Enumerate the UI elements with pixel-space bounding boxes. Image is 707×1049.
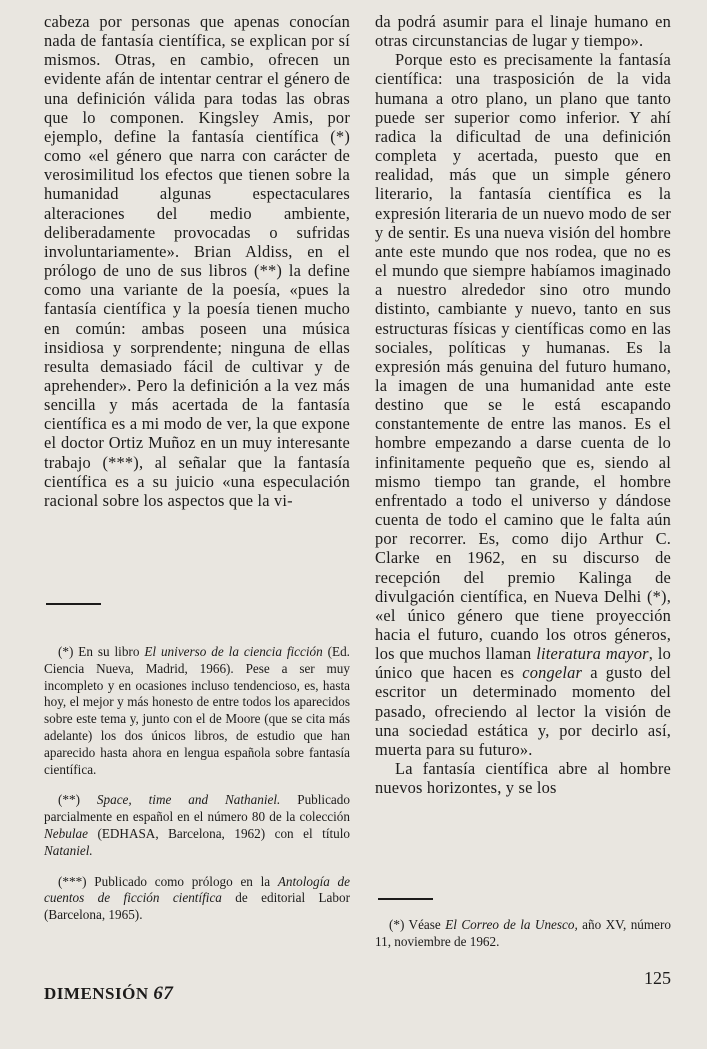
body-paragraph: da podrá asumir para el linaje humano en otras circunstancias de lugar y tiempo». xyxy=(375,12,671,51)
footnote-3: (***) Publicado como prólogo en la Antología de cuentos de ficción científica de editorial Labor (Barcelona, 1965). xyxy=(44,873,350,923)
journal-footer xyxy=(44,983,173,1005)
body-paragraph: Porque esto es precisamente la fantasía científica: una trasposición de la vida humana a otro plano, un plano que tanto puede ser superior como inferior. Y ahí radica la dificultad de una definición completa y acertada, puesto que en realidad, más que un simple género literario, la fantasía científica es la expresión literaria de un nuevo modo de ser y de sentir. Es una nueva visión del hombre ante este mundo que nos rodea, que no es el mundo que siempre habíamos imaginado a nuestro alrededor sino otro mundo distinto, cambiante y nuevo, tanto en sus estructuras físicas y científicas como en las sociales, políticas y humanas. Es la expresión más genuina del futuro humano, la imagen de una humanidad ante este destino que se le está escapando constantemente de entre las manos. Es el hombre empezando a darse cuenta de lo infinitamente pequeño que es, siendo al mismo tiempo tan grande, el hombre enfrentado a todo el universo y dándose cuenta de todo el camino que le falta aún por recorrer. Es, como dijo Arthur C. Clarke en 1962, en su discurso de recepción del premio Kalinga de divulgación científica, en Nueva Delhi (*), «el único género que tiene proyección hacia el futuro, cuando los otros géneros, los que muchos llaman literatura mayor, lo único que hacen es congelar a gusto del escritor un determinado momento del pasado, ofreciendo al lector la visión de una sociedad estática y, por decirlo así, muerta para su futuro». xyxy=(375,50,672,759)
footnotes-left xyxy=(44,644,350,924)
footnote-1: (*) En su libro El universo de la ciencia ficción (Ed. Ciencia Nueva, Madrid, 1966). Pese a ser muy incompleto y en ocasiones incluso tendencioso, es, hasta hoy, el mejor y más honesto de entre todos los aparecidos sobre este tema y, junto con el de Moore (que se cita más adelante) los dos únicos libros, de estudio que han aparecido hasta ahora en lengua española sobre fantasía científica. xyxy=(44,644,350,777)
body-paragraph: La fantasía científica abre al hombre nuevos horizontes, y se los xyxy=(375,759,671,798)
right-column xyxy=(375,12,671,797)
footnote-2: (**) Space, time and Nathaniel. Publicado parcialmente en español en el número 80 de la colección Nebulae (EDHASA, Barcelona, 1962) con el título Nataniel. xyxy=(44,792,350,858)
left-column xyxy=(44,12,350,510)
journal-name: DIMENSIÓN xyxy=(44,984,149,1003)
issue-number: 67 xyxy=(153,983,174,1004)
footnote-rule xyxy=(46,603,101,605)
page-number: 125 xyxy=(644,968,671,988)
footnote-rule xyxy=(378,898,433,900)
body-paragraph: cabeza por personas que apenas conocían nada de fantasía científica, se explican por sí mismos. Otras, en cambio, ofrecen un evidente afán de intentar centrar el género de una definición válida para todas las obras que lo componen. Kingsley Amis, por ejemplo, define la fantasía científica (*) como «el género que narra con carácter de verosimilitud los efectos que tienen sobre la humanidad algunas espectaculares alteraciones del medio ambiente, deliberadamente provocadas o sufridas involuntariamente». Brian Aldiss, en el prólogo de uno de sus libros (**) la define como una variante de la poesía, «pues la fantasía científica y la poesía tienen mucho en común: ambas poseen una música insidiosa y sorprendente; ninguna de ellas resulta demasiado fácil de cultivar y de aprehender». Pero la definición a la vez más sencilla y más acertada de la fantasía científica es a mi modo de ver, la que expone el doctor Ortiz Muñoz en un muy interesante trabajo (***), al señalar que la fantasía científica es a su juicio «una especulación racional sobre los aspectos que la vi- xyxy=(44,12,350,510)
footnote-4: (*) Véase El Correo de la Unesco, año XV, número 11, noviembre de 1962. xyxy=(375,917,671,949)
footnotes-right xyxy=(375,917,671,951)
